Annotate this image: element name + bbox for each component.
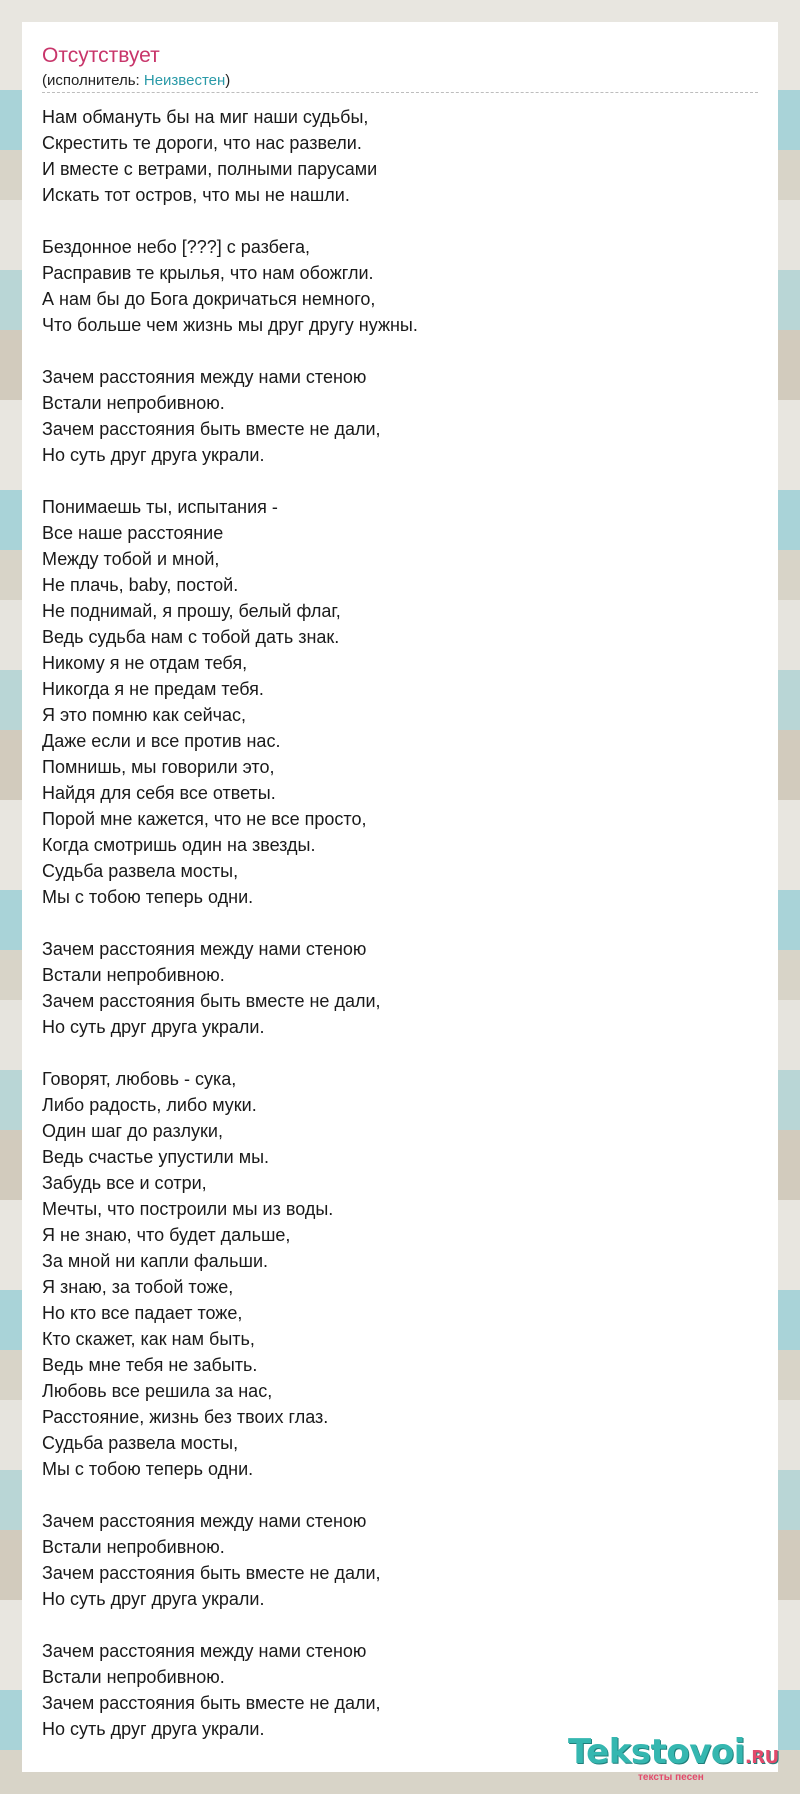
lyric-line: Не поднимай, я прошу, белый флаг, — [42, 601, 341, 621]
artist-prefix: (исполнитель: — [42, 72, 144, 89]
lyric-line: Зачем расстояния быть вместе не дали, — [42, 1693, 381, 1713]
lyric-line: Встали непробивною. — [42, 1667, 225, 1687]
lyric-line: Зачем расстояния между нами стеною — [42, 939, 367, 959]
lyrics-body — [42, 104, 742, 1768]
lyric-line: Встали непробивною. — [42, 393, 225, 413]
lyric-line: Никому я не отдам тебя, — [42, 653, 248, 673]
lyrics-stanza — [42, 494, 742, 910]
lyric-line: А нам бы до Бога докричаться немного, — [42, 289, 376, 309]
lyric-line: Встали непробивною. — [42, 965, 225, 985]
lyrics-stanza — [42, 1508, 742, 1612]
lyric-line: Зачем расстояния между нами стеною — [42, 367, 367, 387]
lyric-line: Порой мне кажется, что не все просто, — [42, 809, 367, 829]
lyric-line: Но суть друг друга украли. — [42, 445, 265, 465]
lyrics-card — [22, 22, 779, 1783]
lyric-line: Зачем расстояния быть вместе не дали, — [42, 991, 381, 1011]
lyric-line: Я не знаю, что будет дальше, — [42, 1225, 291, 1245]
lyric-line: Либо радость, либо муки. — [42, 1095, 257, 1115]
lyrics-stanza — [42, 936, 742, 1040]
lyric-line: Нам обмануть бы на миг наши судьбы, — [42, 107, 369, 127]
site-logo[interactable] — [568, 1732, 779, 1783]
lyrics-stanza — [42, 234, 742, 338]
dashed-divider — [42, 92, 758, 93]
lyrics-stanza — [42, 104, 742, 208]
lyric-line: Но кто все падает тоже, — [42, 1303, 243, 1323]
lyric-line: Расстояние, жизнь без твоих глаз. — [42, 1407, 329, 1427]
artist-line — [42, 72, 230, 89]
lyric-line: Любовь все решила за нас, — [42, 1381, 273, 1401]
lyric-line: Зачем расстояния между нами стеною — [42, 1511, 367, 1531]
lyric-line: За мной ни капли фальши. — [42, 1251, 269, 1271]
lyric-line: Но суть друг друга украли. — [42, 1017, 265, 1037]
artist-link[interactable]: Неизвестен — [143, 72, 226, 89]
lyrics-stanza — [42, 364, 742, 468]
lyric-line: Бездонное небо [???] с разбега, — [42, 237, 310, 257]
lyric-line: Что больше чем жизнь мы друг другу нужны. — [42, 315, 418, 335]
lyric-line: Никогда я не предам тебя. — [42, 679, 264, 699]
lyric-line: Забудь все и сотри, — [42, 1173, 207, 1193]
lyric-line: Но суть друг друга украли. — [42, 1589, 265, 1609]
lyric-line: Зачем расстояния быть вместе не дали, — [42, 1563, 381, 1583]
lyric-line: Один шаг до разлуки, — [42, 1121, 223, 1141]
lyric-line: И вместе с ветрами, полными парусами — [42, 159, 378, 179]
lyric-line: Между тобой и мной, — [42, 549, 220, 569]
lyric-line: Расправив те крылья, что нам обожгли. — [42, 263, 374, 283]
lyric-line: Скрестить те дороги, что нас развели. — [42, 133, 362, 153]
lyric-line: Ведь судьба нам с тобой дать знак. — [42, 627, 340, 647]
lyric-line: Не плачь, baby, постой. — [42, 575, 239, 595]
lyric-line: Мы с тобою теперь одни. — [42, 1459, 254, 1479]
lyric-line: Помнишь, мы говорили это, — [42, 757, 275, 777]
lyric-line: Судьба развела мосты, — [42, 861, 239, 881]
lyric-line: Встали непробивною. — [42, 1537, 225, 1557]
artist-suffix: ) — [225, 72, 231, 89]
song-title: Отсутствует — [42, 44, 160, 67]
logo-text: Tekstovoi.RU — [568, 1732, 779, 1772]
lyric-line: Ведь мне тебя не забыть. — [42, 1355, 258, 1375]
lyric-line: Когда смотришь один на звезды. — [42, 835, 316, 855]
lyric-line: Мечты, что построили мы из воды. — [42, 1199, 334, 1219]
lyric-line: Я знаю, за тобой тоже, — [42, 1277, 234, 1297]
lyrics-stanza — [42, 1066, 742, 1482]
logo-subtitle: тексты песен — [638, 1772, 704, 1783]
lyric-line: Кто скажет, как нам быть, — [42, 1329, 255, 1349]
lyric-line: Искать тот остров, что мы не нашли. — [42, 185, 350, 205]
lyric-line: Ведь счастье упустили мы. — [42, 1147, 270, 1167]
lyric-line: Мы с тобою теперь одни. — [42, 887, 254, 907]
lyric-line: Найдя для себя все ответы. — [42, 783, 276, 803]
lyrics-stanza — [42, 1638, 742, 1742]
lyric-line: Зачем расстояния между нами стеною — [42, 1641, 367, 1661]
lyric-line: Говорят, любовь - сука, — [42, 1069, 237, 1089]
lyric-line: Даже если и все против нас. — [42, 731, 281, 751]
lyric-line: Судьба развела мосты, — [42, 1433, 239, 1453]
lyric-line: Я это помню как сейчас, — [42, 705, 247, 725]
lyric-line: Понимаешь ты, испытания - — [42, 497, 278, 517]
lyric-line: Но суть друг друга украли. — [42, 1719, 265, 1739]
lyric-line: Зачем расстояния быть вместе не дали, — [42, 419, 381, 439]
lyric-line: Все наше расстояние — [42, 523, 224, 543]
